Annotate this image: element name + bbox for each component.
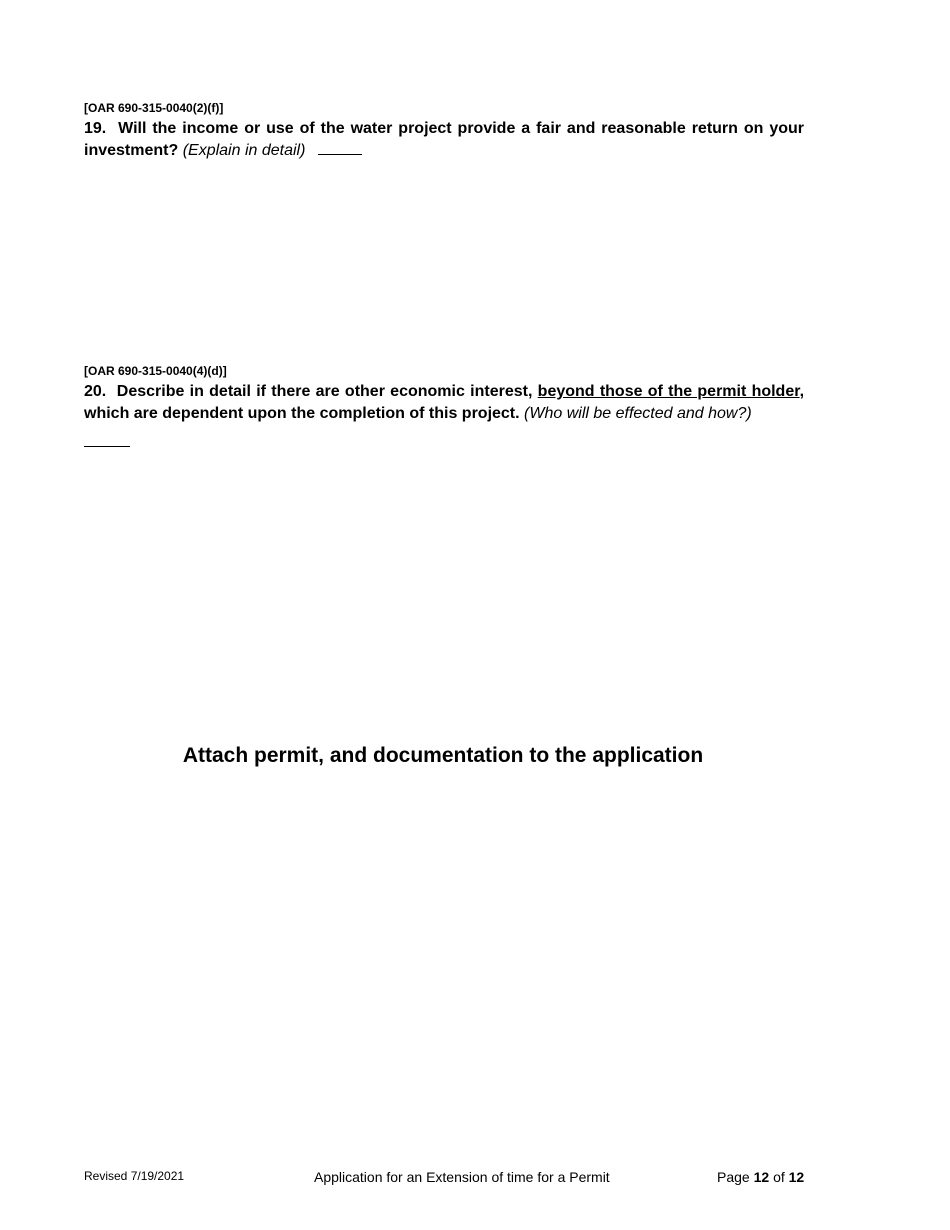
- q20-answer-blank[interactable]: [84, 446, 130, 447]
- q19-answer-blank[interactable]: [318, 153, 362, 155]
- q20-text-a: Describe in detail if there are other economic interest,: [116, 383, 533, 400]
- q19-citation: [OAR 690-315-0040(2)(f)]: [84, 101, 224, 115]
- footer-page-total: 12: [788, 1169, 805, 1185]
- question-20: [84, 381, 804, 425]
- q19-number: 19.: [84, 120, 107, 137]
- question-19: [84, 118, 804, 162]
- footer-page-number: [717, 1169, 804, 1185]
- footer-page-word: Page: [717, 1169, 750, 1185]
- q20-text-underlined: beyond those of the permit holder: [537, 383, 800, 400]
- footer-page-current: 12: [753, 1169, 770, 1185]
- footer-title: Application for an Extension of time for a Permit: [314, 1169, 610, 1185]
- footer-revised: Revised 7/19/2021: [84, 1169, 185, 1183]
- q20-number: 20.: [84, 383, 107, 400]
- q20-citation: [OAR 690-315-0040(4)(d)]: [84, 364, 227, 378]
- footer-of-word: of: [773, 1169, 785, 1185]
- q20-hint: (Who will be effected and how?): [524, 405, 752, 422]
- q20-text-b: , which are dependent upon the completion of this project.: [84, 383, 805, 422]
- q19-text: Will the income or use of the water project provide a fair and reasonable return on your investment?: [84, 120, 805, 159]
- q19-hint: (Explain in detail): [182, 142, 306, 159]
- attach-notice: Attach permit, and documentation to the application: [182, 744, 704, 767]
